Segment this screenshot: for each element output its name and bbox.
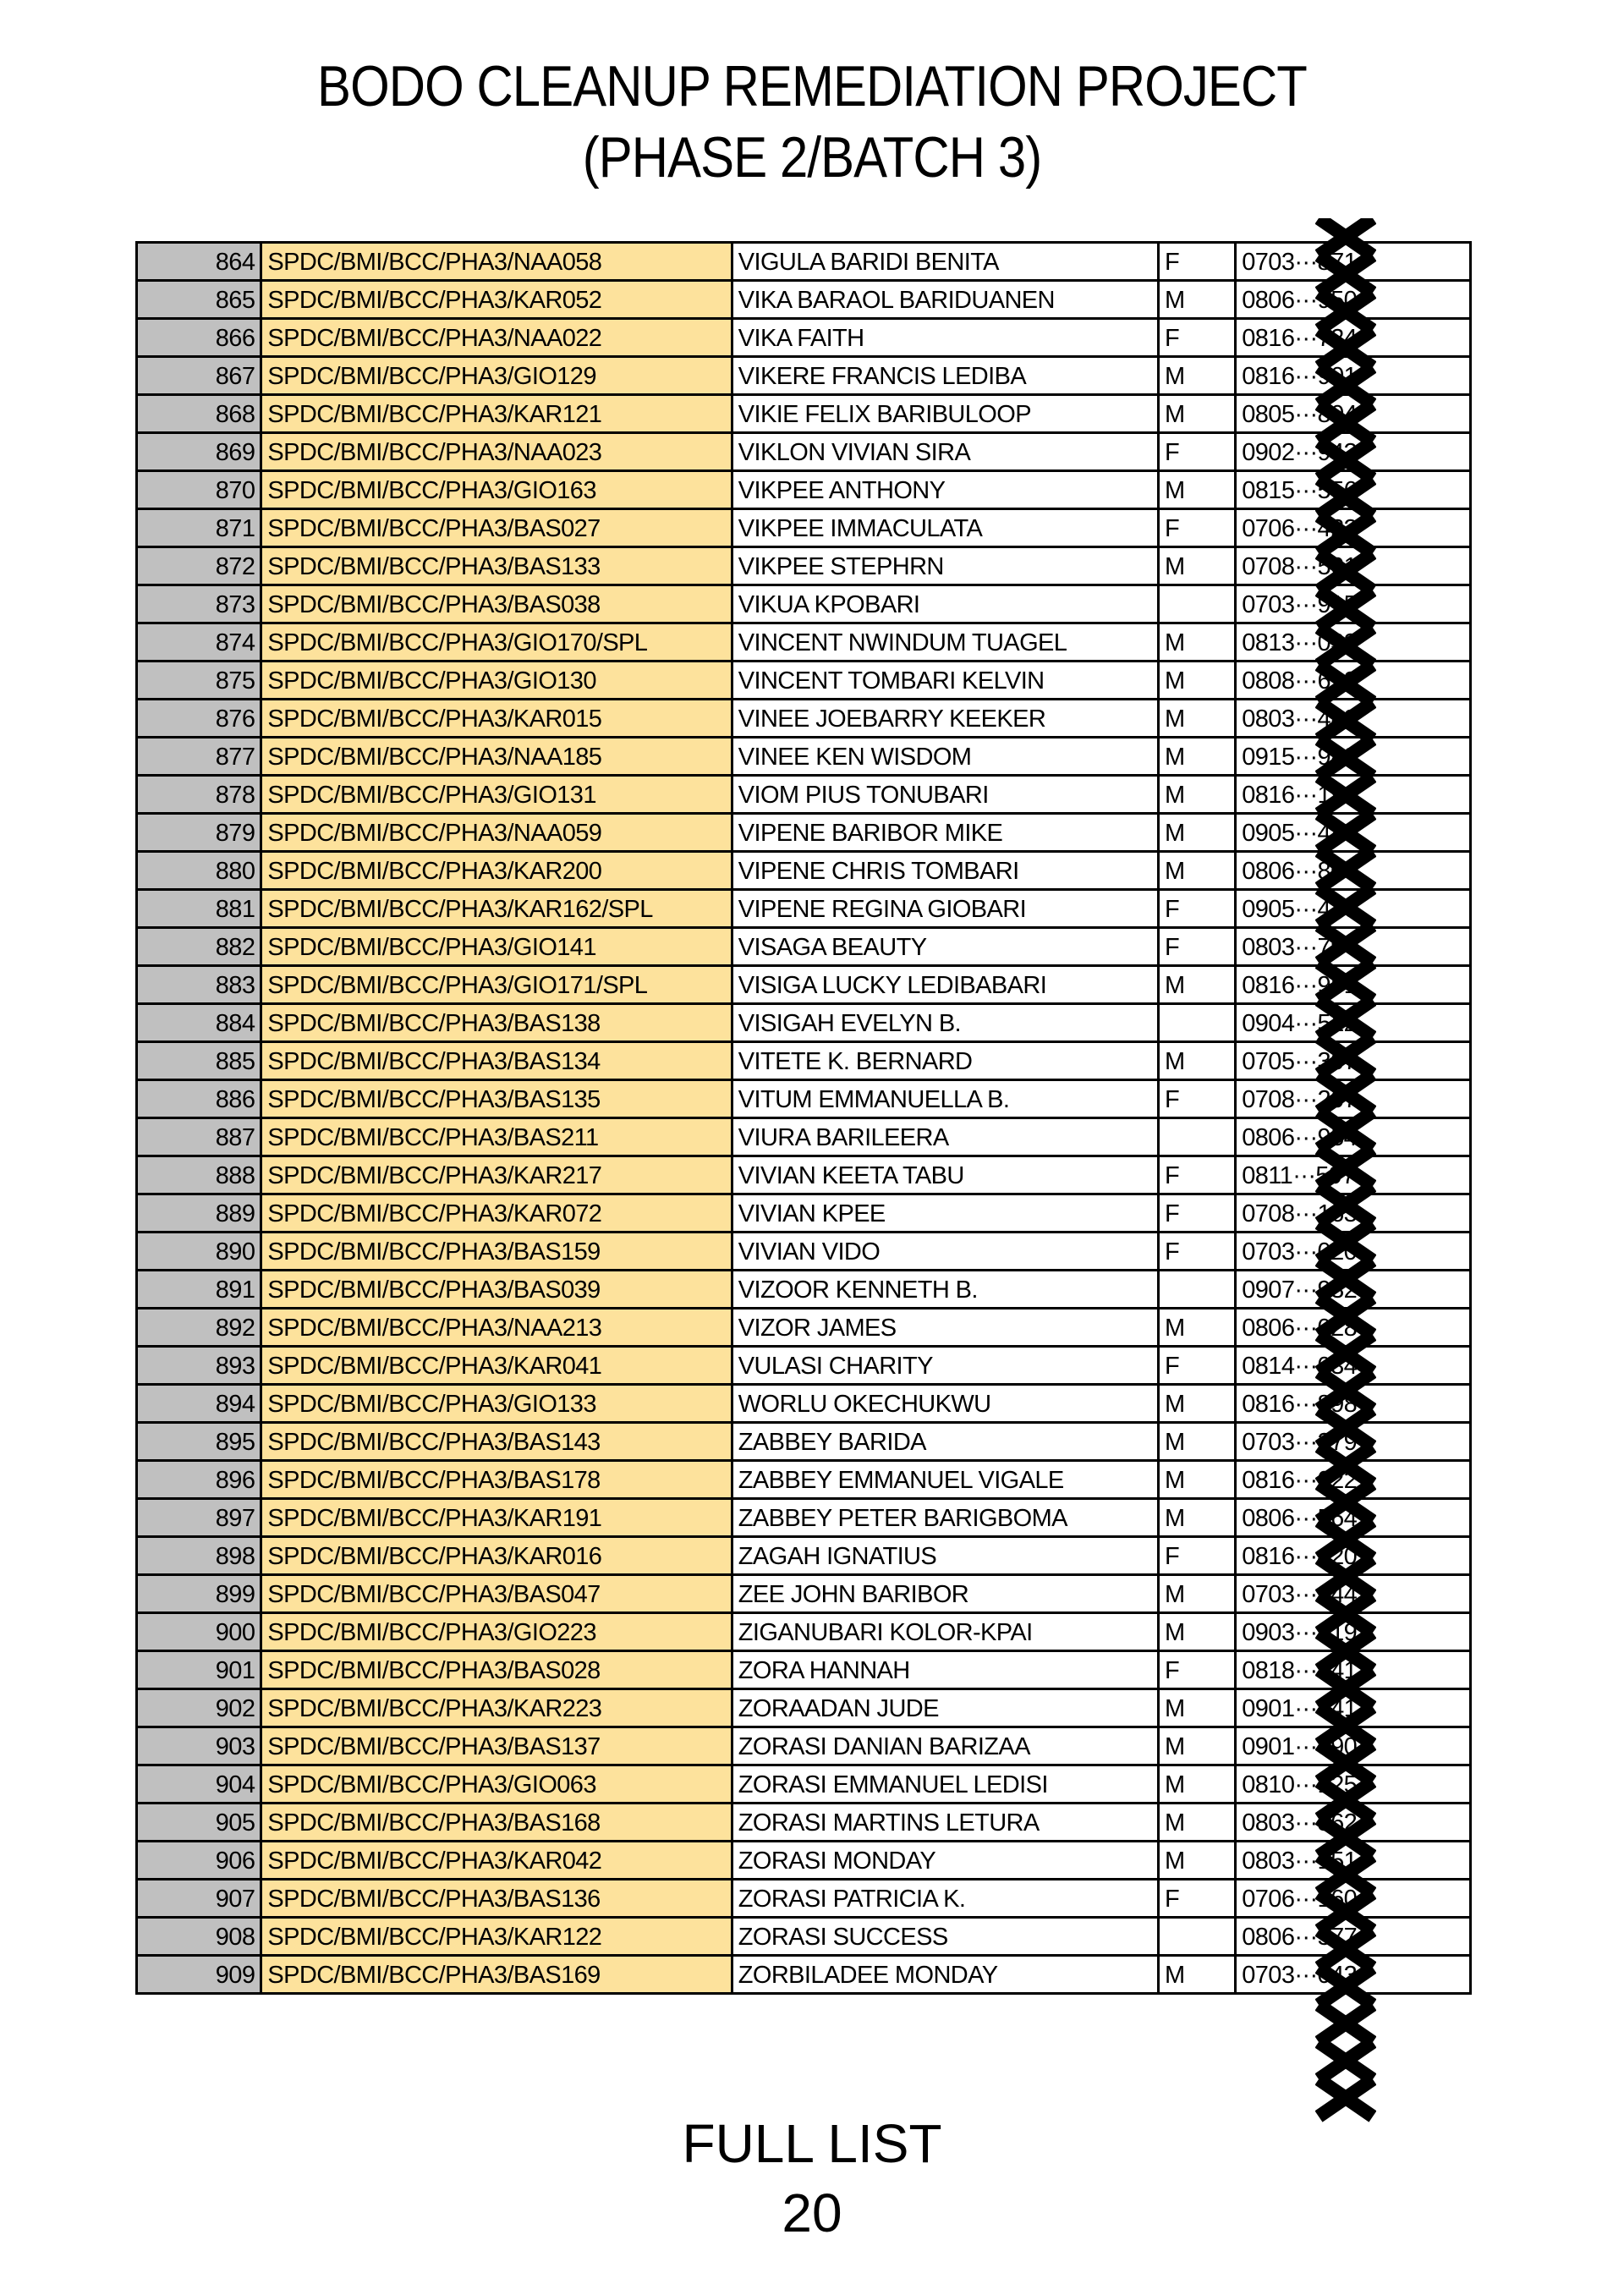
table-row <box>137 738 1471 776</box>
table-row <box>137 1765 1471 1804</box>
beneficiary-id: SPDC/BMI/BCC/PHA3/BAS169 <box>261 1956 732 1994</box>
beneficiary-phone: 0806···028 <box>1236 1309 1471 1347</box>
beneficiary-name: VIPENE BARIBOR MIKE <box>732 814 1158 852</box>
beneficiary-name: VIPENE CHRIS TOMBARI <box>732 852 1158 890</box>
row-number: 902 <box>137 1689 261 1727</box>
table-row <box>137 1423 1471 1461</box>
beneficiary-sex: M <box>1159 966 1236 1004</box>
beneficiary-sex: M <box>1159 1042 1236 1080</box>
beneficiary-name: VULASI CHARITY <box>732 1347 1158 1385</box>
table-row <box>137 1309 1471 1347</box>
beneficiary-sex: M <box>1159 1423 1236 1461</box>
row-number: 905 <box>137 1804 261 1842</box>
beneficiary-name: ZORASI EMMANUEL LEDISI <box>732 1765 1158 1804</box>
beneficiary-sex: M <box>1159 1765 1236 1804</box>
row-number: 871 <box>137 509 261 547</box>
beneficiary-sex: F <box>1159 1194 1236 1233</box>
beneficiary-sex <box>1159 1004 1236 1042</box>
row-number: 879 <box>137 814 261 852</box>
beneficiary-sex: M <box>1159 1956 1236 1994</box>
beneficiary-phone: 0901···941 <box>1236 1689 1471 1727</box>
beneficiary-sex <box>1159 585 1236 623</box>
row-number: 901 <box>137 1651 261 1689</box>
beneficiary-sex: M <box>1159 1727 1236 1765</box>
beneficiary-phone: 0805···804 <box>1236 395 1471 433</box>
table-row <box>137 1194 1471 1233</box>
table-row <box>137 814 1471 852</box>
beneficiary-phone: 0814···034 <box>1236 1347 1471 1385</box>
beneficiary-id: SPDC/BMI/BCC/PHA3/BAS039 <box>261 1271 732 1309</box>
beneficiary-name: ZORASI MONDAY <box>732 1842 1158 1880</box>
row-number: 906 <box>137 1842 261 1880</box>
row-number: 886 <box>137 1080 261 1118</box>
beneficiary-name: VIVIAN KPEE <box>732 1194 1158 1233</box>
beneficiary-phone: 0904···512 <box>1236 1004 1471 1042</box>
table-row <box>137 1727 1471 1765</box>
row-number: 894 <box>137 1385 261 1423</box>
beneficiary-sex: F <box>1159 243 1236 281</box>
beneficiary-id: SPDC/BMI/BCC/PHA3/BAS135 <box>261 1080 732 1118</box>
beneficiary-sex: M <box>1159 357 1236 395</box>
beneficiary-sex: M <box>1159 395 1236 433</box>
beneficiary-sex: M <box>1159 1575 1236 1613</box>
row-number: 882 <box>137 928 261 966</box>
row-number: 896 <box>137 1461 261 1499</box>
table-row <box>137 700 1471 738</box>
beneficiary-name: ZORBILADEE MONDAY <box>732 1956 1158 1994</box>
beneficiary-name: VISIGAH EVELYN B. <box>732 1004 1158 1042</box>
beneficiary-phone: 0708···163 <box>1236 1194 1471 1233</box>
beneficiary-phone: 0905···440 <box>1236 814 1471 852</box>
row-number: 893 <box>137 1347 261 1385</box>
row-number: 890 <box>137 1233 261 1271</box>
beneficiary-name: VIPENE REGINA GIOBARI <box>732 890 1158 928</box>
beneficiary-name: ZEE JOHN BARIBOR <box>732 1575 1158 1613</box>
beneficiary-phone: 0705···307 <box>1236 1042 1471 1080</box>
beneficiary-table <box>135 241 1472 1995</box>
table-row <box>137 433 1471 471</box>
beneficiary-sex: F <box>1159 928 1236 966</box>
beneficiary-phone: 0806···577 <box>1236 1918 1471 1956</box>
beneficiary-name: VIKLON VIVIAN SIRA <box>732 433 1158 471</box>
beneficiary-id: SPDC/BMI/BCC/PHA3/BAS159 <box>261 1233 732 1271</box>
beneficiary-id: SPDC/BMI/BCC/PHA3/KAR015 <box>261 700 732 738</box>
row-number: 892 <box>137 1309 261 1347</box>
beneficiary-name: ZORASI DANIAN BARIZAA <box>732 1727 1158 1765</box>
beneficiary-sex: F <box>1159 509 1236 547</box>
redaction-x-mark <box>1319 2042 1373 2079</box>
table-row <box>137 1918 1471 1956</box>
row-number: 888 <box>137 1156 261 1194</box>
beneficiary-sex: F <box>1159 1537 1236 1575</box>
table-row <box>137 281 1471 319</box>
table-row <box>137 1347 1471 1385</box>
beneficiary-id: SPDC/BMI/BCC/PHA3/BAS047 <box>261 1575 732 1613</box>
beneficiary-id: SPDC/BMI/BCC/PHA3/KAR041 <box>261 1347 732 1385</box>
beneficiary-phone: 0703···944 <box>1236 1575 1471 1613</box>
beneficiary-phone: 0703···020 <box>1236 1233 1471 1271</box>
beneficiary-phone: 0806···564 <box>1236 1499 1471 1537</box>
beneficiary-phone: 0816···901 <box>1236 357 1471 395</box>
row-number: 865 <box>137 281 261 319</box>
beneficiary-id: SPDC/BMI/BCC/PHA3/BAS168 <box>261 1804 732 1842</box>
beneficiary-id: SPDC/BMI/BCC/PHA3/BAS133 <box>261 547 732 585</box>
beneficiary-phone: 0806···954 <box>1236 1118 1471 1156</box>
beneficiary-id: SPDC/BMI/BCC/PHA3/NAA213 <box>261 1309 732 1347</box>
row-number: 908 <box>137 1918 261 1956</box>
beneficiary-name: WORLU OKECHUKWU <box>732 1385 1158 1423</box>
beneficiary-name: VIKA BARAOL BARIDUANEN <box>732 281 1158 319</box>
table-row <box>137 1004 1471 1042</box>
beneficiary-id: SPDC/BMI/BCC/PHA3/KAR217 <box>261 1156 732 1194</box>
beneficiary-name: ZORASI SUCCESS <box>732 1918 1158 1956</box>
beneficiary-phone: 0815···556 <box>1236 471 1471 509</box>
beneficiary-name: VIVIAN KEETA TABU <box>732 1156 1158 1194</box>
table-row <box>137 966 1471 1004</box>
beneficiary-id: SPDC/BMI/BCC/PHA3/GIO133 <box>261 1385 732 1423</box>
page-number: 20 <box>782 2182 842 2243</box>
beneficiary-name: VIKIE FELIX BARIBULOOP <box>732 395 1158 433</box>
table-row <box>137 890 1471 928</box>
beneficiary-id: SPDC/BMI/BCC/PHA3/KAR162/SPL <box>261 890 732 928</box>
beneficiary-id: SPDC/BMI/BCC/PHA3/GIO131 <box>261 776 732 814</box>
row-number: 881 <box>137 890 261 928</box>
beneficiary-sex: M <box>1159 281 1236 319</box>
beneficiary-phone: 0903···619 <box>1236 1613 1471 1651</box>
table-row <box>137 1118 1471 1156</box>
beneficiary-name: VIKERE FRANCIS LEDIBA <box>732 357 1158 395</box>
row-number: 867 <box>137 357 261 395</box>
beneficiary-phone: 0810···125 <box>1236 1765 1471 1804</box>
row-number: 895 <box>137 1423 261 1461</box>
beneficiary-phone: 0915···983 <box>1236 738 1471 776</box>
beneficiary-sex: M <box>1159 1689 1236 1727</box>
table-row <box>137 319 1471 357</box>
beneficiary-id: SPDC/BMI/BCC/PHA3/GIO130 <box>261 662 732 700</box>
row-number: 884 <box>137 1004 261 1042</box>
beneficiary-sex: M <box>1159 662 1236 700</box>
beneficiary-id: SPDC/BMI/BCC/PHA3/BAS027 <box>261 509 732 547</box>
table-row <box>137 1042 1471 1080</box>
beneficiary-name: ZIGANUBARI KOLOR-KPAI <box>732 1613 1158 1651</box>
table-row <box>137 928 1471 966</box>
beneficiary-sex: M <box>1159 852 1236 890</box>
row-number: 885 <box>137 1042 261 1080</box>
beneficiary-name: ZABBEY BARIDA <box>732 1423 1158 1461</box>
beneficiary-name: VIZOR JAMES <box>732 1309 1158 1347</box>
beneficiary-sex: M <box>1159 1804 1236 1842</box>
beneficiary-id: SPDC/BMI/BCC/PHA3/BAS137 <box>261 1727 732 1765</box>
beneficiary-phone: 0816···951 <box>1236 966 1471 1004</box>
beneficiary-sex <box>1159 1918 1236 1956</box>
beneficiary-sex: M <box>1159 738 1236 776</box>
table-row <box>137 1233 1471 1271</box>
beneficiary-id: SPDC/BMI/BCC/PHA3/GIO223 <box>261 1613 732 1651</box>
table-row <box>137 357 1471 395</box>
beneficiary-sex: F <box>1159 1651 1236 1689</box>
beneficiary-table-body <box>137 243 1471 1994</box>
beneficiary-phone: 0816···420 <box>1236 1537 1471 1575</box>
beneficiary-phone: 0703···915 <box>1236 585 1471 623</box>
beneficiary-phone: 0811···597 <box>1236 1156 1471 1194</box>
beneficiary-phone: 0706···160 <box>1236 1880 1471 1918</box>
beneficiary-id: SPDC/BMI/BCC/PHA3/KAR072 <box>261 1194 732 1233</box>
row-number: 899 <box>137 1575 261 1613</box>
row-number: 904 <box>137 1765 261 1804</box>
row-number: 900 <box>137 1613 261 1651</box>
beneficiary-name: VIOM PIUS TONUBARI <box>732 776 1158 814</box>
row-number: 868 <box>137 395 261 433</box>
beneficiary-name: ZABBEY PETER BARIGBOMA <box>732 1499 1158 1537</box>
row-number: 897 <box>137 1499 261 1537</box>
row-number: 872 <box>137 547 261 585</box>
beneficiary-id: SPDC/BMI/BCC/PHA3/KAR200 <box>261 852 732 890</box>
beneficiary-phone: 0907···932 <box>1236 1271 1471 1309</box>
row-number: 909 <box>137 1956 261 1994</box>
beneficiary-id: SPDC/BMI/BCC/PHA3/GIO129 <box>261 357 732 395</box>
footer-label: FULL LIST <box>682 2113 942 2174</box>
beneficiary-id: SPDC/BMI/BCC/PHA3/GIO171/SPL <box>261 966 732 1004</box>
beneficiary-name: VIURA BARILEERA <box>732 1118 1158 1156</box>
beneficiary-name: VINCENT TOMBARI KELVIN <box>732 662 1158 700</box>
table-row <box>137 1689 1471 1727</box>
beneficiary-phone: 0905···440 <box>1236 890 1471 928</box>
beneficiary-phone: 0816···196 <box>1236 776 1471 814</box>
beneficiary-phone: 0813···032 <box>1236 623 1471 662</box>
beneficiary-id: SPDC/BMI/BCC/PHA3/BAS038 <box>261 585 732 623</box>
table-row <box>137 395 1471 433</box>
beneficiary-sex <box>1159 1271 1236 1309</box>
beneficiary-id: SPDC/BMI/BCC/PHA3/NAA022 <box>261 319 732 357</box>
table-row <box>137 1956 1471 1994</box>
beneficiary-name: VITETE K. BERNARD <box>732 1042 1158 1080</box>
beneficiary-id: SPDC/BMI/BCC/PHA3/KAR223 <box>261 1689 732 1727</box>
table-row <box>137 623 1471 662</box>
row-number: 869 <box>137 433 261 471</box>
table-row <box>137 547 1471 585</box>
row-number: 883 <box>137 966 261 1004</box>
row-number: 876 <box>137 700 261 738</box>
beneficiary-id: SPDC/BMI/BCC/PHA3/KAR042 <box>261 1842 732 1880</box>
beneficiary-name: VIKPEE IMMACULATA <box>732 509 1158 547</box>
beneficiary-name: ZABBEY EMMANUEL VIGALE <box>732 1461 1158 1499</box>
beneficiary-name: VIGULA BARIDI BENITA <box>732 243 1158 281</box>
beneficiary-name: ZORASI MARTINS LETURA <box>732 1804 1158 1842</box>
row-number: 873 <box>137 585 261 623</box>
beneficiary-sex: M <box>1159 623 1236 662</box>
beneficiary-sex: M <box>1159 547 1236 585</box>
beneficiary-sex: M <box>1159 1499 1236 1537</box>
document-subtitle: (PHASE 2/BATCH 3) <box>582 125 1042 189</box>
beneficiary-id: SPDC/BMI/BCC/PHA3/GIO170/SPL <box>261 623 732 662</box>
beneficiary-sex: F <box>1159 890 1236 928</box>
beneficiary-phone: 0816···724 <box>1236 319 1471 357</box>
beneficiary-id: SPDC/BMI/BCC/PHA3/NAA185 <box>261 738 732 776</box>
table-row <box>137 1575 1471 1613</box>
table-row <box>137 1385 1471 1423</box>
table-row <box>137 776 1471 814</box>
row-number: 903 <box>137 1727 261 1765</box>
beneficiary-id: SPDC/BMI/BCC/PHA3/BAS028 <box>261 1651 732 1689</box>
beneficiary-id: SPDC/BMI/BCC/PHA3/BAS138 <box>261 1004 732 1042</box>
beneficiary-name: VIKA FAITH <box>732 319 1158 357</box>
beneficiary-phone: 0803···362 <box>1236 1804 1471 1842</box>
row-number: 878 <box>137 776 261 814</box>
table-row <box>137 243 1471 281</box>
table-row <box>137 1080 1471 1118</box>
beneficiary-id: SPDC/BMI/BCC/PHA3/BAS211 <box>261 1118 732 1156</box>
table-row <box>137 1156 1471 1194</box>
beneficiary-id: SPDC/BMI/BCC/PHA3/GIO063 <box>261 1765 732 1804</box>
beneficiary-phone: 0901···890 <box>1236 1727 1471 1765</box>
row-number: 907 <box>137 1880 261 1918</box>
beneficiary-id: SPDC/BMI/BCC/PHA3/GIO163 <box>261 471 732 509</box>
table-row <box>137 662 1471 700</box>
beneficiary-id: SPDC/BMI/BCC/PHA3/KAR052 <box>261 281 732 319</box>
document-title: BODO CLEANUP REMEDIATION PROJECT <box>317 54 1307 118</box>
beneficiary-phone: 0816···898 <box>1236 1385 1471 1423</box>
beneficiary-id: SPDC/BMI/BCC/PHA3/GIO141 <box>261 928 732 966</box>
beneficiary-sex: F <box>1159 1233 1236 1271</box>
beneficiary-id: SPDC/BMI/BCC/PHA3/KAR191 <box>261 1499 732 1537</box>
beneficiary-sex: F <box>1159 1347 1236 1385</box>
beneficiary-phone: 0902···943 <box>1236 433 1471 471</box>
beneficiary-id: SPDC/BMI/BCC/PHA3/BAS134 <box>261 1042 732 1080</box>
table-row <box>137 1499 1471 1537</box>
beneficiary-sex: M <box>1159 1309 1236 1347</box>
row-number: 866 <box>137 319 261 357</box>
beneficiary-phone: 0703···871 <box>1236 243 1471 281</box>
table-row <box>137 1537 1471 1575</box>
beneficiary-id: SPDC/BMI/BCC/PHA3/KAR016 <box>261 1537 732 1575</box>
beneficiary-id: SPDC/BMI/BCC/PHA3/KAR122 <box>261 1918 732 1956</box>
table-row <box>137 1842 1471 1880</box>
beneficiary-sex: M <box>1159 814 1236 852</box>
beneficiary-sex: M <box>1159 1613 1236 1651</box>
beneficiary-name: VINEE JOEBARRY KEEKER <box>732 700 1158 738</box>
beneficiary-sex <box>1159 1118 1236 1156</box>
beneficiary-phone: 0803···151 <box>1236 1842 1471 1880</box>
beneficiary-sex: F <box>1159 1080 1236 1118</box>
beneficiary-id: SPDC/BMI/BCC/PHA3/BAS178 <box>261 1461 732 1499</box>
row-number: 891 <box>137 1271 261 1309</box>
table-row <box>137 1880 1471 1918</box>
beneficiary-phone: 0803···794 <box>1236 928 1471 966</box>
beneficiary-id: SPDC/BMI/BCC/PHA3/KAR121 <box>261 395 732 433</box>
beneficiary-phone: 0803···482 <box>1236 700 1471 738</box>
beneficiary-sex: M <box>1159 700 1236 738</box>
row-number: 880 <box>137 852 261 890</box>
beneficiary-sex: F <box>1159 1880 1236 1918</box>
row-number: 877 <box>137 738 261 776</box>
beneficiary-sex: M <box>1159 776 1236 814</box>
beneficiary-sex: F <box>1159 433 1236 471</box>
beneficiary-name: VIKPEE ANTHONY <box>732 471 1158 509</box>
beneficiary-id: SPDC/BMI/BCC/PHA3/NAA023 <box>261 433 732 471</box>
beneficiary-name: VIZOOR KENNETH B. <box>732 1271 1158 1309</box>
beneficiary-sex: M <box>1159 1842 1236 1880</box>
row-number: 864 <box>137 243 261 281</box>
beneficiary-name: ZAGAH IGNATIUS <box>732 1537 1158 1575</box>
row-number: 889 <box>137 1194 261 1233</box>
beneficiary-id: SPDC/BMI/BCC/PHA3/BAS136 <box>261 1880 732 1918</box>
beneficiary-name: VISAGA BEAUTY <box>732 928 1158 966</box>
beneficiary-phone: 0708···501 <box>1236 547 1471 585</box>
table-row <box>137 509 1471 547</box>
table-row <box>137 852 1471 890</box>
beneficiary-sex: M <box>1159 471 1236 509</box>
beneficiary-sex: M <box>1159 1385 1236 1423</box>
beneficiary-id: SPDC/BMI/BCC/PHA3/BAS143 <box>261 1423 732 1461</box>
row-number: 887 <box>137 1118 261 1156</box>
beneficiary-name: VINEE KEN WISDOM <box>732 738 1158 776</box>
table-row <box>137 471 1471 509</box>
beneficiary-phone: 0806···950 <box>1236 281 1471 319</box>
table-row <box>137 1271 1471 1309</box>
beneficiary-phone: 0708···207 <box>1236 1080 1471 1118</box>
beneficiary-phone: 0703···043 <box>1236 1956 1471 1994</box>
beneficiary-name: VITUM EMMANUELLA B. <box>732 1080 1158 1118</box>
beneficiary-sex: F <box>1159 319 1236 357</box>
row-number: 875 <box>137 662 261 700</box>
table-row <box>137 585 1471 623</box>
beneficiary-name: VINCENT NWINDUM TUAGEL <box>732 623 1158 662</box>
beneficiary-sex: M <box>1159 1461 1236 1499</box>
row-number: 898 <box>137 1537 261 1575</box>
beneficiary-phone: 0818···841 <box>1236 1651 1471 1689</box>
beneficiary-phone: 0706···423 <box>1236 509 1471 547</box>
beneficiary-sex: F <box>1159 1156 1236 1194</box>
beneficiary-id: SPDC/BMI/BCC/PHA3/NAA058 <box>261 243 732 281</box>
beneficiary-name: VIVIAN VIDO <box>732 1233 1158 1271</box>
beneficiary-id: SPDC/BMI/BCC/PHA3/NAA059 <box>261 814 732 852</box>
beneficiary-name: VIKUA KPOBARI <box>732 585 1158 623</box>
beneficiary-phone: 0703···279 <box>1236 1423 1471 1461</box>
redaction-x-mark <box>1319 2005 1373 2042</box>
table-row <box>137 1461 1471 1499</box>
beneficiary-phone: 0816···022 <box>1236 1461 1471 1499</box>
row-number: 874 <box>137 623 261 662</box>
beneficiary-name: ZORASI PATRICIA K. <box>732 1880 1158 1918</box>
beneficiary-name: ZORAADAN JUDE <box>732 1689 1158 1727</box>
beneficiary-phone: 0808···622 <box>1236 662 1471 700</box>
beneficiary-name: VISIGA LUCKY LEDIBABARI <box>732 966 1158 1004</box>
beneficiary-name: ZORA HANNAH <box>732 1651 1158 1689</box>
table-row <box>137 1804 1471 1842</box>
beneficiary-phone: 0806···804 <box>1236 852 1471 890</box>
beneficiary-name: VIKPEE STEPHRN <box>732 547 1158 585</box>
row-number: 870 <box>137 471 261 509</box>
table-row <box>137 1613 1471 1651</box>
table-row <box>137 1651 1471 1689</box>
